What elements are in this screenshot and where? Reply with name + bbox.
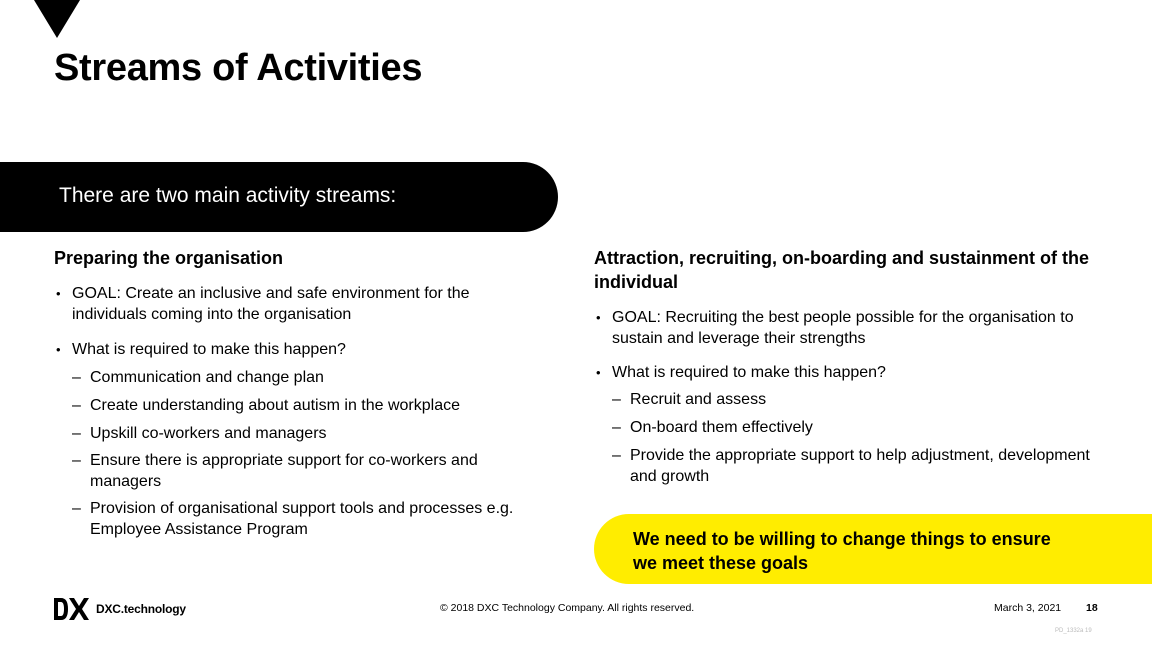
- right-column-heading: Attraction, recruiting, on-boarding and sustainment of the individual: [594, 248, 1090, 292]
- copyright-text: © 2018 DXC Technology Company. All rights reserved.: [440, 602, 695, 614]
- footer-date: March 3, 2021: [994, 602, 1062, 614]
- banner-text: There are two main activity streams:: [59, 184, 397, 207]
- page-number: 18: [1086, 602, 1098, 614]
- right-list-item: – Provide the appropriate support to help adjustment, development and growth: [594, 445, 1094, 487]
- slide-title: Streams of Activities: [54, 47, 423, 89]
- left-goal-bullet: • GOAL: Create an inclusive and safe environment for the individuals coming into the organisation: [54, 283, 544, 325]
- right-list-item: – On-board them effectively: [594, 417, 1094, 438]
- callout-text: We need to be willing to change things to ensure we meet these goals: [633, 529, 1051, 573]
- corner-triangle-decoration: [34, 0, 80, 38]
- left-list-item: – Ensure there is appropriate support for co-workers and managers: [54, 450, 544, 492]
- left-question-bullet: • What is required to make this happen?: [54, 339, 544, 360]
- left-list-item: – Create understanding about autism in the workplace: [54, 395, 544, 416]
- dxc-logo: [54, 598, 186, 620]
- logo-text: DXC.technology: [96, 602, 186, 616]
- dxc-logo-icon: [54, 598, 90, 620]
- left-column-heading: Preparing the organisation: [54, 248, 284, 268]
- right-column: [594, 246, 1094, 487]
- right-goal-bullet: • GOAL: Recruiting the best people possible for the organisation to sustain and leverage their strengths: [594, 307, 1094, 349]
- left-column: [54, 246, 544, 540]
- left-list-item: – Provision of organisational support tools and processes e.g. Employee Assistance Program: [54, 498, 544, 540]
- right-question-bullet: • What is required to make this happen?: [594, 362, 1094, 383]
- left-list-item: – Communication and change plan: [54, 367, 544, 388]
- left-list-item: – Upskill co-workers and managers: [54, 423, 544, 444]
- right-list-item: – Recruit and assess: [594, 389, 1094, 410]
- document-code: PD_1332a 19: [1055, 628, 1092, 634]
